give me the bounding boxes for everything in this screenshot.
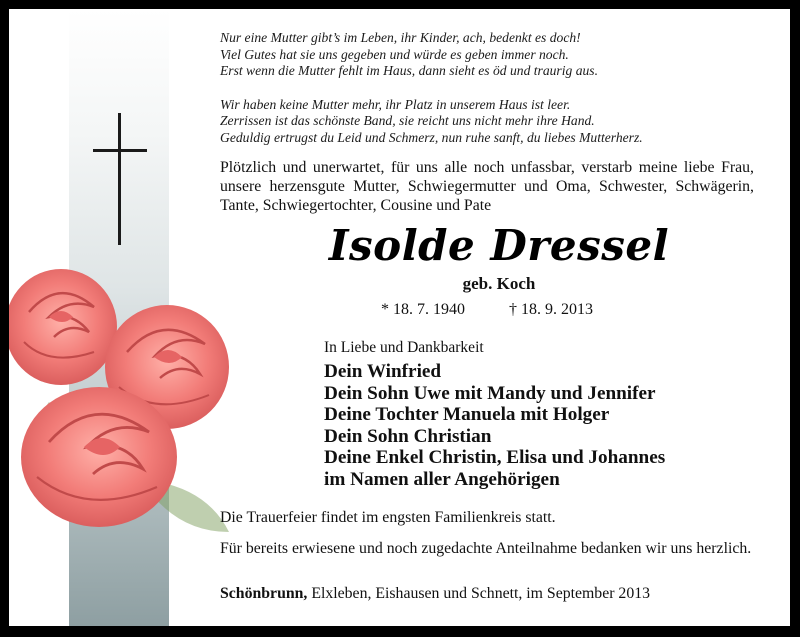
town-name: Schönbrunn,: [220, 585, 308, 602]
rose-bottom: [21, 387, 177, 527]
poem-line: Wir haben keine Mutter mehr, ihr Platz in unserem Haus ist leer.: [220, 96, 571, 112]
poem-line: Erst wenn die Mutter fehlt im Haus, dann sieht es öd und traurig aus.: [220, 63, 598, 78]
roses-image: [9, 257, 249, 557]
family-member: Deine Tochter Manuela mit Holger: [324, 404, 610, 425]
cross-icon: [93, 113, 147, 245]
deceased-name: Isolde Dressel: [328, 221, 670, 270]
family-member: Dein Winfried: [324, 361, 442, 382]
poem-line: Nur eine Mutter gibt’s im Leben, ihr Kinder, ach, bedenkt es doch!: [220, 30, 581, 45]
death-date: † 18. 9. 2013: [509, 301, 593, 318]
family-member: Deine Enkel Christin, Elisa und Johannes: [324, 447, 666, 468]
place-and-date: [220, 585, 650, 603]
poem-line: Geduldig ertrugst du Leid und Schmerz, nun ruhe sanft, du liebes Mutterherz.: [220, 129, 643, 145]
obituary-notice: [9, 9, 790, 626]
family-member: im Namen aller Angehörigen: [324, 468, 560, 490]
poem-line: Viel Gutes hat sie uns gegeben und würde es geben immer noch.: [220, 46, 569, 62]
family-list: [324, 361, 665, 490]
funeral-note: Die Trauerfeier findet im engsten Familienkreis statt.: [220, 509, 556, 526]
family-member: Dein Sohn Uwe mit Mandy und Jennifer: [324, 382, 656, 404]
gratitude-note: Für bereits erwiesene und noch zugedachte Anteilnahme bedanken wir uns herzlich.: [220, 540, 752, 557]
family-member: Dein Sohn Christian: [324, 425, 492, 447]
birth-date: * 18. 7. 1940: [381, 301, 465, 318]
rose-top-left: [9, 269, 117, 385]
thanks-line: In Liebe und Dankbarkeit: [324, 339, 484, 356]
place-rest: Elxleben, Eishausen und Schnett, im September 2013: [307, 585, 651, 602]
poem: [220, 30, 775, 146]
maiden-name: geb. Koch: [462, 274, 536, 293]
announcement-text: Plötzlich und unerwartet, für uns alle noch unfassbar, verstarb meine liebe Frau, unsere herzensgute Mutter, Schwiegermutter und Oma, Schwester, Schwägerin, Tante, Schwiegertochter, Cousine und Pate: [220, 159, 754, 214]
poem-line: Zerrissen ist das schönste Band, sie reicht uns nicht mehr ihre Hand.: [220, 113, 595, 128]
